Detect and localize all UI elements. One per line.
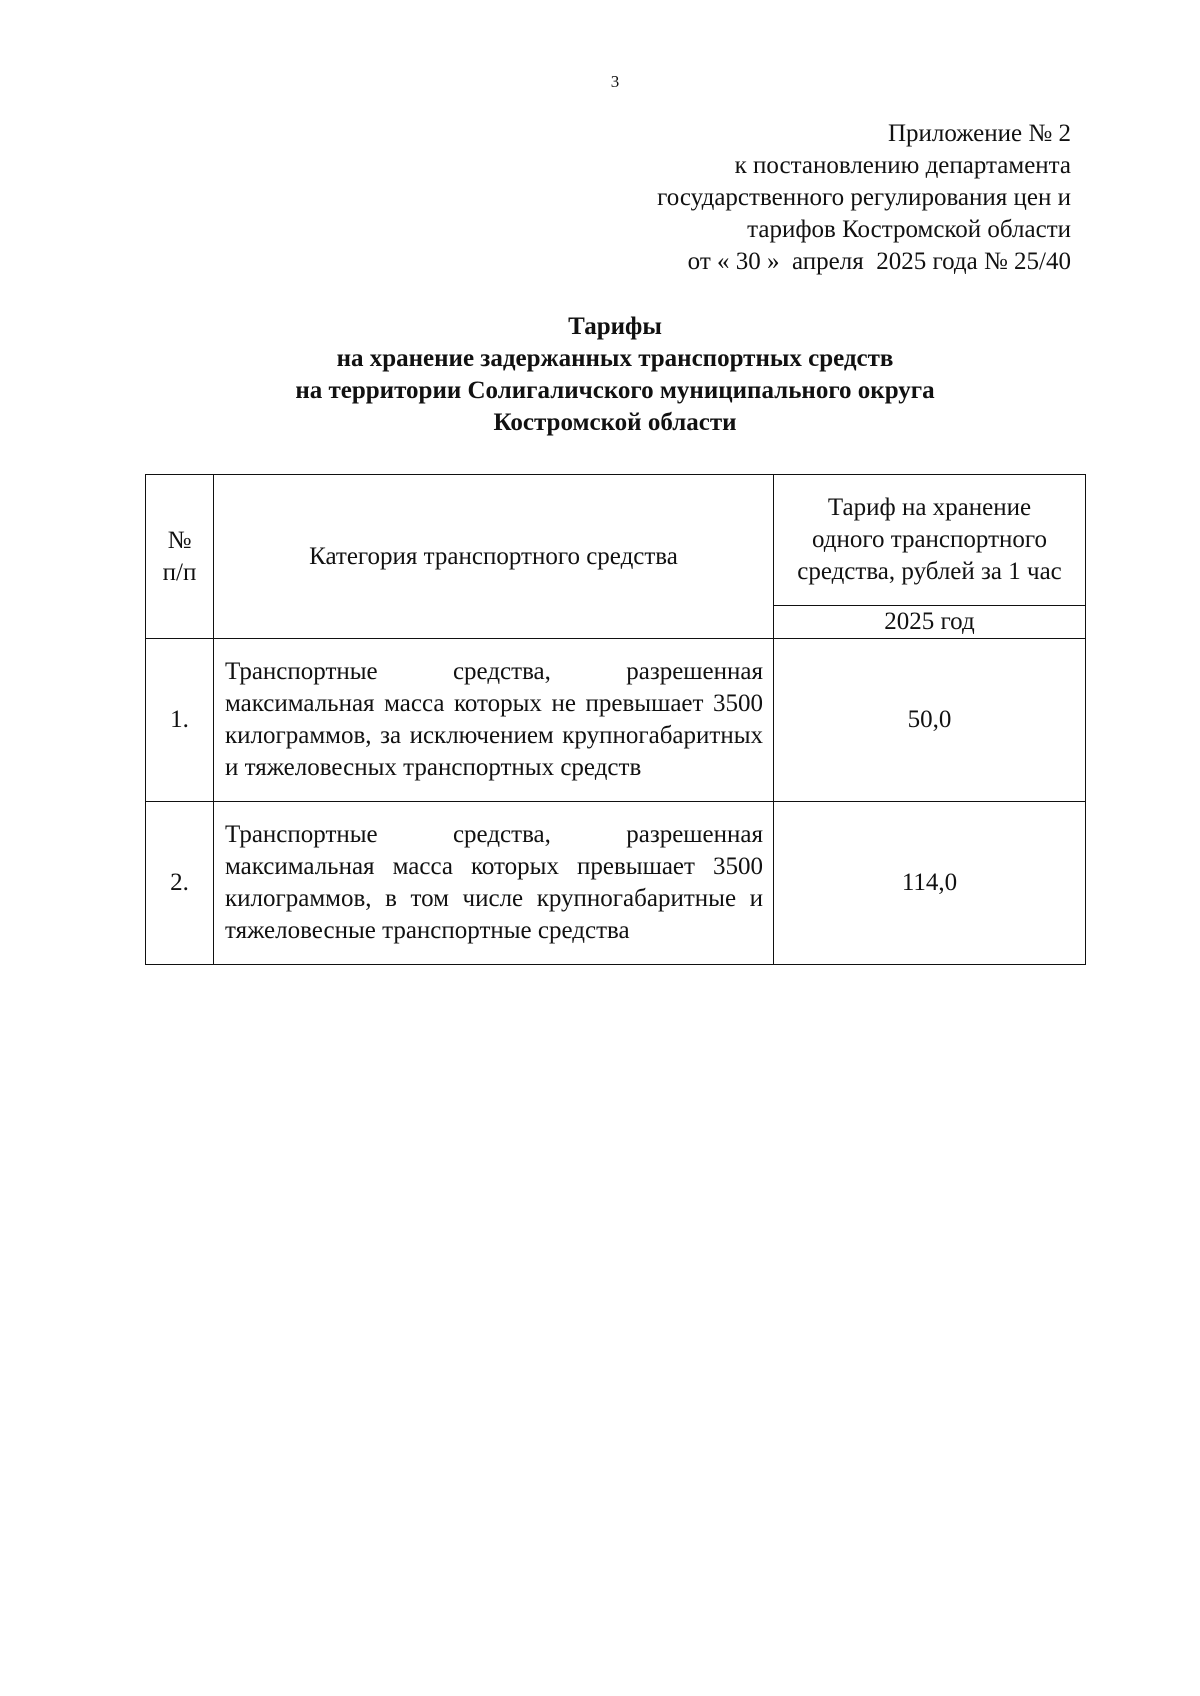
tariffs-table: [145, 474, 1086, 965]
title-line: на хранение задержанных транспортных средств: [336, 345, 894, 372]
page-number: 3: [610, 72, 620, 91]
document-title: [0, 311, 1200, 439]
header-tariff: [774, 475, 1086, 606]
header-category: Категория транспортного средства: [214, 475, 774, 639]
table-row: [146, 639, 1086, 802]
appendix-line: государственного регулирования цен и: [657, 184, 1071, 211]
row-number: 1.: [146, 639, 214, 802]
row-tariff-value: 114,0: [774, 802, 1086, 965]
row-number: 2.: [146, 802, 214, 965]
appendix-reference: [657, 118, 1071, 278]
title-line: Костромской области: [493, 409, 737, 436]
appendix-line: тарифов Костромской области: [747, 216, 1071, 243]
row-tariff-value: 50,0: [774, 639, 1086, 802]
header-number: [146, 475, 214, 639]
title-line: Тарифы: [568, 313, 662, 340]
header-year: 2025 год: [774, 606, 1086, 639]
appendix-line: к постановлению департамента: [734, 152, 1071, 179]
header-tariff-text: Тариф на хранение одного транспортного средства, рублей за 1 час: [797, 494, 1062, 585]
header-number-text: № п/п: [162, 526, 197, 586]
appendix-line: Приложение № 2: [887, 120, 1071, 147]
row-category: Транспортные средства, разрешенная максимальная масса которых не превышает 3500 килограммов, за исключением крупногабаритных и тяжеловесных транспортных средств: [214, 639, 774, 802]
title-line: на территории Солигаличского муниципального округа: [295, 377, 935, 404]
table-header-row: [146, 475, 1086, 606]
appendix-line: от « 30 » апреля 2025 года № 25/40: [687, 248, 1071, 275]
row-category: Транспортные средства, разрешенная максимальная масса которых превышает 3500 килограммов, в том числе крупногабаритные и тяжеловесные транспортные средства: [214, 802, 774, 965]
table-row: [146, 802, 1086, 965]
